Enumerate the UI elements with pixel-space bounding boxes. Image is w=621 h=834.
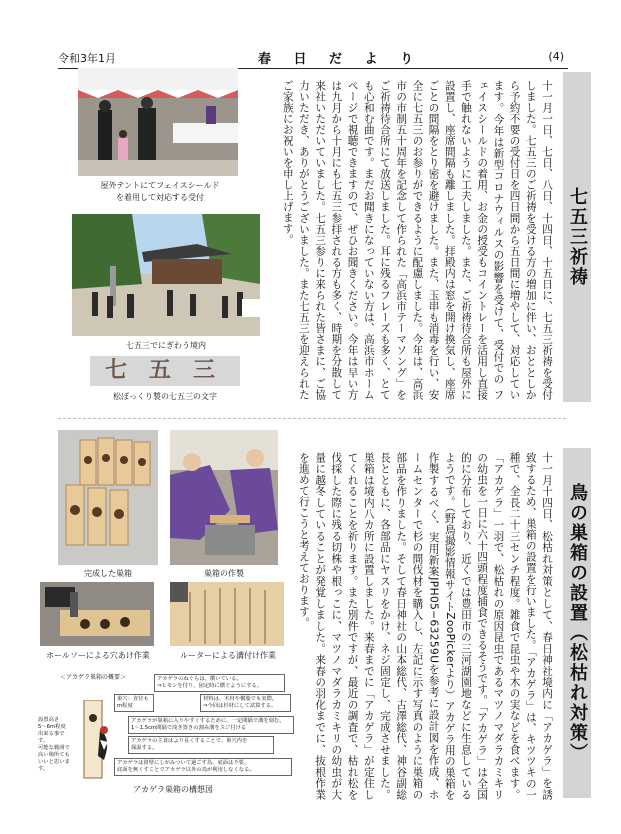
photo-finished-nestboxes [58,430,158,565]
diagram-note-3: 材料は、木材や樹脂でも実際。 ⇒今回は杉材にして試算する。 [200,694,291,712]
photo-tent-reception [78,68,238,176]
newsletter-title: 春 日 だ よ り [258,52,423,67]
diagram-caption: アカゲラ巣箱の構想図 [133,785,213,794]
caption-shrine-precinct: 七五三でにぎわう境内 [126,341,206,350]
photo-pinecone-letters [90,356,240,386]
photo-making-nestboxes [170,430,278,565]
caption-router-groove-work: ルーターによる溝付け作業 [180,651,276,660]
section-title-nestbox: 鳥の巣箱の設置（松枯れ対策） [563,448,591,798]
woodpecker-on-box-illustration [74,700,116,780]
caption-tent-reception: 屋外テントにてフェイスシールド を着用して対応する受付 [100,181,220,202]
diagram-note-4: アカゲラが巣箱に入りやすくするために、一定間隔で溝を刻む。 1〜1.5cm間隔で浅き置きの割み溝をスジ付ける [128,716,294,734]
section-divider [58,418,566,419]
photo-hole-saw-work [40,582,154,646]
diagram-note-1: アカゲラのねぐらは、横いている。 ⇒ヒモンを付り、固定時に横ぐようにする。 [154,674,285,692]
section-body-nestbox: 十一月十四日、松枯れ対策として、春日神社境内に「アカゲラ」を誘致するため、巣箱の設置を行いました。「アカゲラ」は、キツツキの一種で、全長二十三センチ程度。雑食で昆虫や木の実などを食べます。「アカゲラ」一羽で、松枯れの原因昆虫であるマツノマダラカミキリの幼虫を一日に六十四頭程度捕食できるそうです。「アカゲラ」は全国的に分布しており、近くでは豊田市の三河湖園地などに生息しているようです。（野鳥撮影情報サイトZooPickerより）アカゲラ用の巣箱を作製するべく、実用新案JPH05−63259Uを参考に設計図を作成、ホームセンターで杉の間伐材を購入し、左記に示す写真のように巣箱の部品を作りました。そして春日神社の山本総代、古澤総代、神谷副総長とともに、各部品にヤスリをかけ、ネジ固定し、完成させました。巣箱は境内八カ所に設置しました。来春までに「アカゲラ」が定住してくれることを祈ります。また別件ですが、最近の調査で、枯れ松を伐採した際に残る切株や根っこに、マツノマダラカミキリの幼虫が大量に越冬していることが発覚しました。来春の羽化までに、抜根作業を進めて行こうと考えております。 [297,452,553,800]
diagram-heading: ＜アカゲラ巣箱の概要＞ [60,674,126,681]
diagram-note-2: 巣穴：直径もm程度 [114,694,154,712]
diagram-note-5: アカゲラの主食はより長くすることで、巣穴内を 保温する。 [128,736,274,754]
caption-finished-nestboxes: 完成した巣箱 [84,569,132,578]
photo-router-groove-work [170,582,284,646]
page-number: (4) [548,50,564,63]
pinecone-letters-art: 七五三 [104,358,237,383]
caption-making-nestboxes: 巣箱の作製 [204,569,244,578]
diagram-note-6: アカゲラは筒壁にしがみついて過ごす為、底面は不要。 底面を無くすことでアカゲラ以外の鳥が利用しなくなる。 [114,758,292,776]
section-body-shichigosan: 十一月一日、七日、八日、十四日、十五日に、七五三祈祷を受付しました。七五三のご祈祷を受ける方の増加に伴い、おととしから予約不要の受付日を四日間から五日間に増やして、対応しています。今年は新型コロナウィルスの影響を受けて、受付での フェイスシールドの着用、お金の授受もコイントレーを活用し直接手で触れないように工夫しました。また、ご祈祷待合所も屋外に設置し、座席間隔も離しました。拝殿内は窓を開け換気し、座席ごとの間隔をとり密を避けました。また、玉串も消毒を行い、安全に七五三のお参りができるように配慮しました。今年は、高浜市の市制五十周年を記念して作られた「高浜市テーマソング」をご祈祷待合所にて放送しました。耳に残るフレーズも多く、とても心和む曲です。まだお聞きになっていない方は、高浜市ホームページで視聴できますので、ぜひお聞きください。今年は早い方は九月から十月にも七五三参拝される方も多く、時期を分散して来社いただいていました。七五三参りに来られた皆さまに、ご協力いただき、ありがとうございました。また七五三を迎えられたご家族にお祝いを申し上げます。 [281,80,553,400]
photo-shrine-precinct [72,214,260,336]
diagram-note-7: 設置高さ 5〜6m程度 出来る事です。 可能な範囲で 高い場所ても いいと思います。 [36,716,74,774]
section-title-shichigosan: 七五三祈祷 [563,72,591,402]
caption-pinecone-letters: 松ぼっくり製の七五三の文字 [113,392,217,401]
nestbox-diagram [38,674,288,795]
page-header [58,46,568,69]
issue-date: 令和3年1月 [58,52,116,65]
caption-hole-saw-work: ホールソーによる穴あけ作業 [46,651,150,660]
